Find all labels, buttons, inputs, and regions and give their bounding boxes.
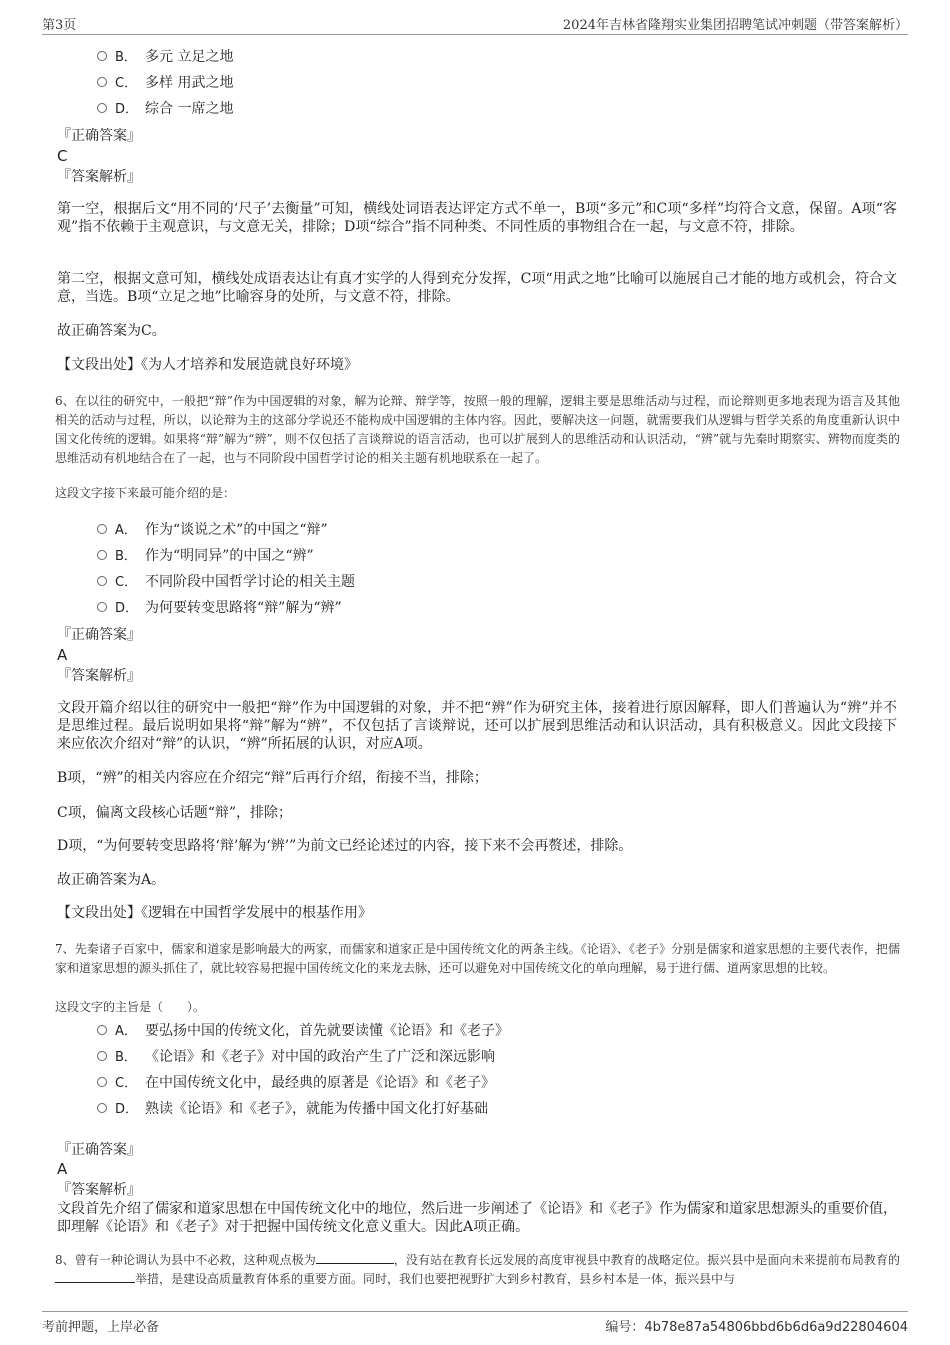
q6-question: 这段文字接下来最可能介绍的是： bbox=[55, 486, 236, 500]
page-header bbox=[42, 12, 908, 35]
q6-analysis-para: 文段开篇介绍以往的研究中一般把“辩”作为中国逻辑的对象，并不把“辨”作为研究主体，接着进行原因解释，即人们普遍认为“辨”并不是思维过程。最后说明如果将“辩”解为“辨”，不仅包括了言谈辩说，还可以扩展到思维活动和认识活动，具有积极意义。因此文段接下来应依次介绍对“辩”的认识，“辨”所拓展的认识，对应A项。 bbox=[57, 700, 897, 752]
q5-analysis-para: 第一空，根据后文“用不同的‘尺子’去衡量”可知，横线处词语表达评定方式不单一，B项“多元”和C项“多样”均符合文意，保留。A项“客观”指不依赖于主观意识，与文意无关，排除；D项“综合”指不同种类、不同性质的事物组合在一起，与文意不符，排除。 bbox=[57, 201, 897, 235]
footer-slogan: 考前押题，上岸必备 bbox=[42, 1320, 160, 1335]
document-title: 2024年吉林省隆翔实业集团招聘笔试冲刺题（带答案解析） bbox=[562, 18, 908, 33]
q6-answer: A bbox=[57, 646, 68, 664]
fill-blank[interactable] bbox=[316, 1251, 394, 1264]
q5-answer: C bbox=[57, 147, 68, 165]
q6-analysis-para: B项，“辨”的相关内容应在介绍完“辩”后再行介绍，衔接不当，排除； bbox=[57, 770, 488, 786]
q6-option-c[interactable]: C． 不同阶段中国哲学讨论的相关主题 bbox=[97, 573, 355, 591]
radio-icon[interactable] bbox=[97, 576, 107, 586]
q5-option-b[interactable]: B． 多元 立足之地 bbox=[97, 48, 233, 66]
page-footer bbox=[42, 1311, 908, 1336]
radio-icon[interactable] bbox=[97, 602, 107, 612]
q6-option-a[interactable]: A． 作为“谈说之术”的中国之“辩” bbox=[97, 521, 328, 539]
q7-analysis-label: 『答案解析』 bbox=[57, 1182, 141, 1198]
q6-answer-label: 『正确答案』 bbox=[57, 627, 141, 643]
radio-icon[interactable] bbox=[97, 51, 107, 61]
q5-analysis-label: 『答案解析』 bbox=[57, 169, 141, 185]
radio-icon[interactable] bbox=[97, 1051, 107, 1061]
q6-source: 【文段出处】《逻辑在中国哲学发展中的根基作用》 bbox=[57, 905, 372, 921]
q6-analysis-para: 故正确答案为A。 bbox=[57, 872, 166, 888]
fill-blank[interactable] bbox=[55, 1270, 135, 1283]
q5-option-c[interactable]: C． 多样 用武之地 bbox=[97, 74, 233, 92]
radio-icon[interactable] bbox=[97, 524, 107, 534]
q7-answer: A bbox=[57, 1160, 68, 1178]
q5-source: 【文段出处】《为人才培养和发展造就良好环境》 bbox=[57, 357, 358, 373]
radio-icon[interactable] bbox=[97, 1025, 107, 1035]
radio-icon[interactable] bbox=[97, 77, 107, 87]
q7-option-d[interactable]: D． 熟读《论语》和《老子》，就能为传播中国文化打好基础 bbox=[97, 1100, 488, 1118]
radio-icon[interactable] bbox=[97, 1103, 107, 1113]
radio-icon[interactable] bbox=[97, 1077, 107, 1087]
q6-analysis-para: C项，偏离文段核心话题“辩”，排除； bbox=[57, 805, 293, 821]
q7-option-a[interactable]: A． 要弘扬中国的传统文化，首先就要读懂《论语》和《老子》 bbox=[97, 1022, 509, 1040]
q7-answer-label: 『正确答案』 bbox=[57, 1142, 141, 1158]
q6-option-d[interactable]: D． 为何要转变思路将“辩”解为“辨” bbox=[97, 599, 342, 617]
q6-analysis-label: 『答案解析』 bbox=[57, 668, 141, 684]
q5-option-d[interactable]: D． 综合 一席之地 bbox=[97, 100, 233, 118]
radio-icon[interactable] bbox=[97, 103, 107, 113]
q5-analysis-para: 第二空，根据文意可知，横线处成语表达让有真才实学的人得到充分发挥，C项“用武之地”比喻可以施展自己才能的地方或机会，符合文意，当选。B项“立足之地”比喻容身的处所，与文意不符，排除。 bbox=[57, 271, 897, 305]
q7-analysis-para: 文段首先介绍了儒家和道家思想在中国传统文化中的地位，然后进一步阐述了《论语》和《老子》作为儒家和道家思想源头的重要价值，即理解《论语》和《老子》对于把握中国传统文化意义重大。因此A项正确。 bbox=[57, 1201, 897, 1235]
q8-stem: 8、曾有一种论调认为县中不必救，这种观点极为 ，没有站在教育长远发展的高度审视县中教育的战略定位。振兴县中是面向未来提前布局教育的举措，是建设高质量教育体系的重要方面。同时，我们也要把视野扩大到乡村教育，县乡村本是一体，振兴县中与 bbox=[55, 1253, 900, 1286]
q5-analysis-para: 故正确答案为C。 bbox=[57, 323, 166, 339]
document-code: 编号：4b78e87a54806bbd6b6d6a9d22804604 bbox=[605, 1320, 908, 1335]
q6-analysis-para: D项，“为何要转变思路将‘辩’解为‘辨’”为前文已经论述过的内容，接下来不会再赘述，排除。 bbox=[57, 838, 633, 854]
q6-stem: 6、在以往的研究中，一般把“辩”作为中国逻辑的对象，解为论辩、辩学等，按照一般的理解，逻辑主要是思维活动与过程，而论辩则更多地表现为语言及其他相关的活动与过程，所以，以论辩为主的这部分学说还不能构成中国逻辑的主体内容。因此，要解决这一问题，就需要我们从逻辑与哲学关系的角度重新认识中国文化传统的逻辑。如果将“辩”解为“辨”，则不仅包括了言谈辩说的语言活动，也可以扩展到人的思维活动和认识活动，“辨”就与先秦时期察实、辨物而度类的思维活动有机地结合在了一起，也与不同阶段中国哲学讨论的相关主题有机地联系在一起了。 bbox=[55, 394, 900, 465]
q7-question: 这段文字的主旨是（ ）。 bbox=[55, 1000, 206, 1014]
q7-option-c[interactable]: C． 在中国传统文化中，最经典的原著是《论语》和《老子》 bbox=[97, 1074, 495, 1092]
page-number: 第3页 bbox=[42, 18, 77, 33]
q7-stem: 7、先秦诸子百家中，儒家和道家是影响最大的两家，而儒家和道家正是中国传统文化的两条主线。《论语》、《老子》分别是儒家和道家思想的主要代表作，把儒家和道家思想的源头抓住了，就比较容易把握中国传统文化的来龙去脉，还可以避免对中国传统文化的单向理解，易于进行儒、道两家思想的比较。 bbox=[55, 942, 900, 975]
radio-icon[interactable] bbox=[97, 550, 107, 560]
q5-answer-label: 『正确答案』 bbox=[57, 128, 141, 144]
q7-option-b[interactable]: B． 《论语》和《老子》对中国的政治产生了广泛和深远影响 bbox=[97, 1048, 495, 1066]
q6-option-b[interactable]: B． 作为“明同异”的中国之“辨” bbox=[97, 547, 314, 565]
